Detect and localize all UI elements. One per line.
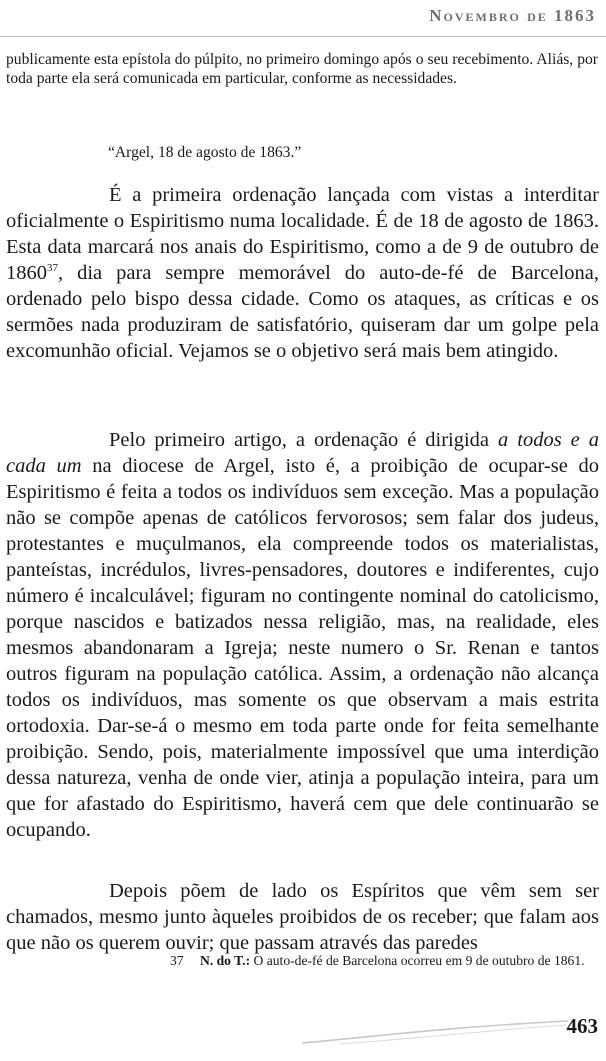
paragraph-1: [6, 182, 599, 364]
p3-text: Depois põem de lado os Espíritos que vêm sem ser chamados, mesmo junto àqueles proibidos de os receber; que falam aos que não os querem ouvir; que passam através das paredes: [6, 880, 599, 954]
footnote-number: 37: [170, 953, 184, 968]
p2-emphasis: a todos e a cada um: [6, 429, 599, 477]
page-number: 463: [566, 1014, 598, 1038]
date-quote: “Argel, 18 de agosto de 1863.”: [108, 144, 302, 161]
footnote-ref: 37: [47, 262, 58, 274]
paragraph-continuation-text: publicamente esta epístola do púlpito, no primeiro domingo após o seu recebimento. Aliás, por toda parte ela será comunicada em particular, conforme as necessidades.: [6, 51, 598, 87]
header-rule: [0, 36, 606, 37]
paragraph-2: [6, 427, 599, 843]
p1-text-b: , dia para sempre memorável do auto-de-fé de Barcelona, ordenado pelo bispo dessa cidade. Como os ataques, as críticas e os sermões nada produziram de satisfatório, quiseram dar um golpe pela excomunhão oficial. Vejamos se o objetivo será mais bem atingido.: [6, 262, 599, 362]
decorative-swoosh: [300, 1017, 570, 1047]
footnote: [172, 952, 600, 969]
p1-text-a: É a primeira ordenação lançada com vistas a interditar oficialmente o Espiritismo numa localidade. É de 18 de agosto de 1863. Esta data marcará nos anais do Espiritismo, como a de 9 de outubro de 1860: [6, 184, 599, 284]
footnote-text: O auto-de-fé de Barcelona ocorreu em 9 de outubro de 1861.: [250, 953, 585, 968]
paragraph-3: [6, 878, 599, 956]
p2-text-b: na diocese de Argel, isto é, a proibição de ocupar-se do Espiritismo é feita a todos os indivíduos sem exceção. Mas a população não se compõe apenas de católicos fervorosos; sem falar dos judeus, protestantes e muçulmanos, ela compreende todos os materialistas, panteístas, incrédulos, livres-pensadores, doutores e indiferentes, cujo número é incalculável; figuram no contingente nominal do catolicismo, porque nascidos e batizados nessa religião, mas, na realidade, eles mesmos abandonaram a Igreja; neste numero o Sr. Renan e tantos outros figuram na população católica. Assim, a ordenação não alcança todos os indivíduos, mas somente os que observam a mais estrita ortodoxia. Dar-se-á o mesmo em toda parte onde for feita semelhante proibição. Sendo, pois, materialmente impossível que uma interdição dessa natureza, venha de onde vier, atinja a população inteira, para um que for afastado do Espiritismo, haverá cem que dele continuarão se ocupando.: [6, 455, 599, 841]
footnote-label: N. do T.:: [200, 953, 251, 968]
paragraph-continuation: [6, 50, 598, 88]
running-header: Novembro de 1863: [429, 6, 596, 25]
p2-text-a: Pelo primeiro artigo, a ordenação é dirigida: [109, 429, 499, 451]
